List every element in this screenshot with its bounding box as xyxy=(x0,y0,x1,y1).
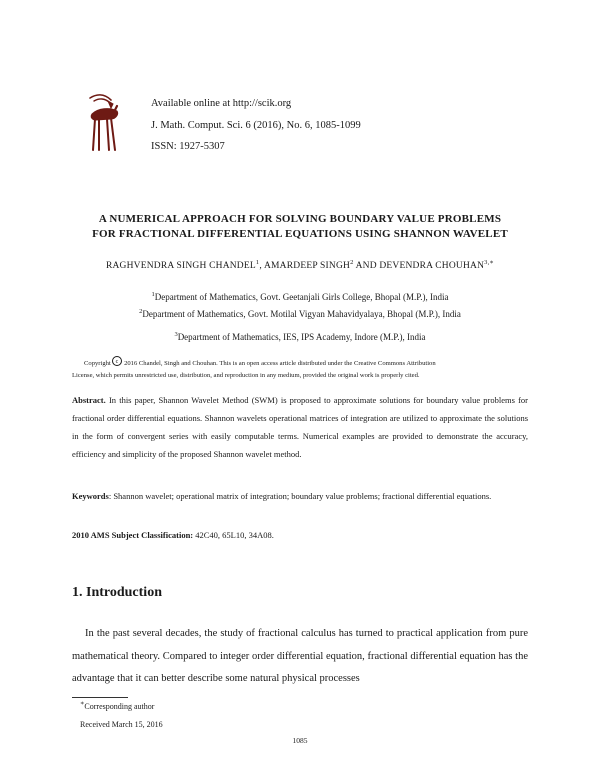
ams-label: 2010 AMS Subject Classification: xyxy=(72,530,194,540)
footnote-mark: ∗ xyxy=(80,700,85,707)
footnote-divider xyxy=(72,697,128,698)
paper-title-line-1: A NUMERICAL APPROACH FOR SOLVING BOUNDARY VALUE PROBLEMS xyxy=(98,213,502,225)
ams-classification xyxy=(72,530,274,540)
intro-text: In the past several decades, the study of fractional calculus has turned to practical application from pure mathematical theory. Compared to integer order differential equation, fractional differential equation has the advantage that it can better describe some natural physical processes xyxy=(72,628,528,684)
author-name: , AMARDEEP SINGH xyxy=(259,261,351,271)
ams-codes: 42C40, 65L10, 34A08. xyxy=(193,530,274,540)
author-name: RAGHVENDRA SINGH CHANDEL xyxy=(105,261,256,271)
affiliation-text: Department of Mathematics, Govt. Motilal Vigyan Mahavidyalaya, Bhopal (M.P.), India xyxy=(142,309,461,319)
copyright-notice xyxy=(72,356,528,382)
journal-logo-icon xyxy=(84,92,124,154)
intro-paragraph xyxy=(72,623,528,691)
keywords-label: Keywords xyxy=(72,491,109,501)
paper-title-line-2: FOR FRACTIONAL DIFFERENTIAL EQUATIONS USING SHANNON WAVELET xyxy=(92,228,508,240)
affiliation xyxy=(40,292,560,302)
affiliation-mark: 3 xyxy=(174,331,178,338)
affiliation xyxy=(40,309,560,319)
affiliation-mark: 1 xyxy=(255,259,260,266)
abstract xyxy=(72,391,528,463)
received-footnote: Received March 15, 2016 xyxy=(80,720,163,729)
keywords xyxy=(72,488,528,505)
footnote-text: Corresponding author xyxy=(84,702,155,711)
affiliation-mark: 2 xyxy=(350,259,354,266)
copyright-line-2: License, which permits unrestricted use, distribution, and reproduction in any medium, provided the original work is properly cited. xyxy=(72,372,420,379)
citation-line: J. Math. Comput. Sci. 6 (2016), No. 6, 1085-1099 xyxy=(151,120,361,131)
abstract-text: In this paper, Shannon Wavelet Method (SWM) is proposed to approximate solutions for boundary value problems for fractional order differential equations. Shannon wavelets operational matrices of integration are utilized to approximate the solutions in the form of convergent series with easily computable terms. Numerical examples are provided to demonstrate the accuracy, efficiency and simplicity of the proposed Shannon wavelet method. xyxy=(72,395,529,459)
copyright-icon xyxy=(112,356,122,366)
section-heading: 1. Introduction xyxy=(72,585,162,600)
page-number: 1085 xyxy=(292,736,308,745)
affiliation-mark: 1 xyxy=(151,291,155,298)
affiliation-text: Department of Mathematics, Govt. Geetanjali Girls College, Bhopal (M.P.), India xyxy=(154,292,449,302)
affiliation xyxy=(40,332,560,342)
affiliation-mark: 2 xyxy=(139,308,143,315)
copyright-label: Copyright xyxy=(84,360,111,367)
affiliation-text: Department of Mathematics, IES, IPS Academy, Indore (M.P.), India xyxy=(177,332,426,342)
svg-text:c: c xyxy=(116,359,119,365)
issn-line: ISSN: 1927-5307 xyxy=(151,141,225,152)
abstract-label: Abstract. xyxy=(72,395,106,405)
available-online-line: Available online at http://scik.org xyxy=(151,98,292,109)
affiliation-mark: 3,∗ xyxy=(484,259,495,266)
author-list xyxy=(40,261,560,271)
copyright-line-1: 2016 Chandel, Singh and Chouhan. This is an open access article distributed under the Creative Commons Attribution xyxy=(124,360,436,367)
author-name: AND DEVENDRA CHOUHAN xyxy=(353,261,485,271)
keywords-text: : Shannon wavelet; operational matrix of integration; boundary value problems; fractional differential equations. xyxy=(108,491,492,501)
corresponding-footnote xyxy=(80,702,154,711)
